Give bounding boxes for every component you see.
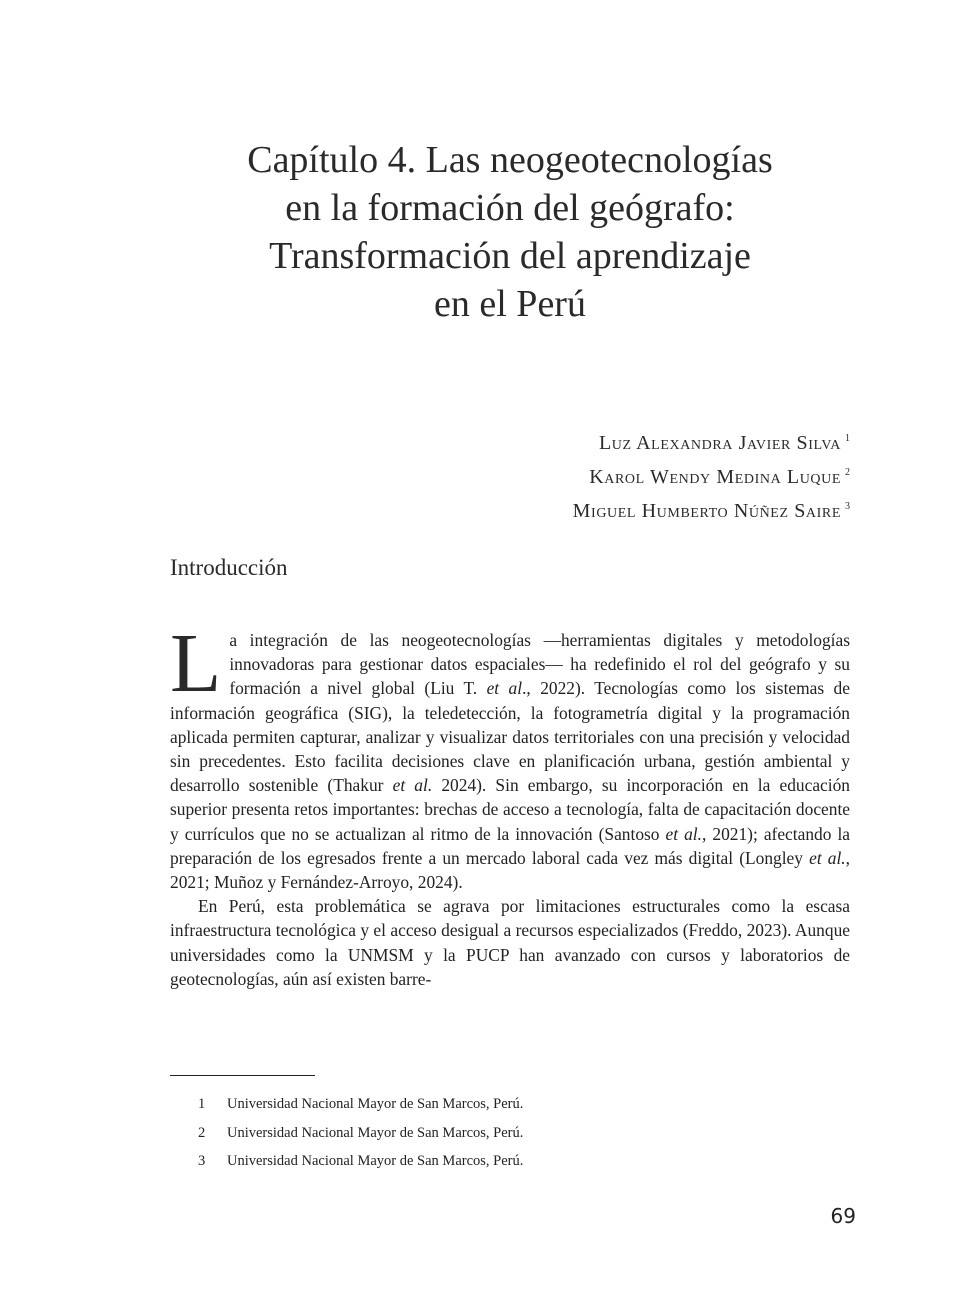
author-footnote-ref: 1 <box>845 433 850 444</box>
section-heading: Introducción <box>170 555 288 580</box>
paragraph-intro <box>170 617 851 894</box>
chapter-title <box>160 136 860 328</box>
italic-run: et al <box>486 678 523 699</box>
italic-run: et al. <box>392 775 433 796</box>
chapter-title-line: Capítulo 4. Las neogeotecnologías <box>247 139 773 181</box>
body-text <box>170 617 851 991</box>
text-run: , 2021; Muñoz y Fernández-Arroyo, 2024). <box>170 847 851 893</box>
author-name: Karol Wendy Medina Luque <box>589 466 841 488</box>
author <box>573 458 850 492</box>
author-footnote-ref: 2 <box>845 467 850 478</box>
footnote-text: Universidad Nacional Mayor de San Marcos, Perú. <box>227 1124 524 1141</box>
paragraph-peru: En Perú, esta problemática se agrava por limitaciones estructurales como la escasa infraestructura tecnológica y el acceso desigual a recursos especializados (Freddo, 2023). Aunque universidades como la UNMSM y la PUCP han avanzado con cursos y laboratorios de geotecnologías, aún así existen barre- <box>170 896 850 989</box>
footnote-divider <box>170 1075 315 1076</box>
footnote-text: Universidad Nacional Mayor de San Marcos, Perú. <box>227 1153 524 1169</box>
footnote-number: 1 <box>198 1096 206 1112</box>
text-run: 2024). Sin embargo, su incorporación en la educación superior presenta retos importantes: brechas de acceso a tecnología, falta de capacitación docente y currículos que no se actualizan al ritmo de la innovación (Santoso <box>170 775 850 844</box>
author-name: Luz Alexandra Javier Silva <box>598 432 841 454</box>
text-run: a integración de las neogeotecnologías —herramientas digitales y metodologías innovadoras para gestionar datos espaciales— ha redefinido el rol del geógrafo y su formación a nivel global (Liu T. <box>229 630 850 699</box>
italic-run: et al. <box>665 823 702 844</box>
text-run: , 2021); afectando la preparación de los egresados frente a un mercado laboral cada vez más digital (Longley <box>170 823 850 868</box>
footnotes <box>198 1090 523 1176</box>
chapter-title-line: en el Perú <box>434 283 586 325</box>
footnote <box>198 1119 523 1148</box>
footnote <box>198 1090 523 1119</box>
author <box>573 424 850 458</box>
chapter-title-line: en la formación del geógrafo: <box>285 187 735 229</box>
text-run: ., 2022). Tecnologías como los sistemas de información geográfica (SIG), la teledetección, la fotogrametría digital y la programación aplicada permiten capturar, analizar y visualizar datos territoriales con una precisión y velocidad sin precedentes. Esto facilita decisiones clave en planificación urbana, gestión ambiental y desarrollo sostenible (Thakur <box>170 678 850 796</box>
drop-cap: L <box>170 617 222 710</box>
footnote-number: 2 <box>198 1124 206 1141</box>
author <box>573 492 850 526</box>
page-number: 69 <box>830 1204 856 1228</box>
footnote-number: 3 <box>198 1153 206 1169</box>
chapter-title-line: Transformación del aprendizaje <box>269 235 751 277</box>
italic-run: et al. <box>809 847 846 868</box>
footnote-text: Universidad Nacional Mayor de San Marcos, Perú. <box>227 1096 524 1112</box>
author-name: Miguel Humberto Núñez Saire <box>572 500 841 522</box>
author-footnote-ref: 3 <box>845 501 850 512</box>
footnote <box>198 1147 523 1176</box>
author-list <box>573 424 850 526</box>
